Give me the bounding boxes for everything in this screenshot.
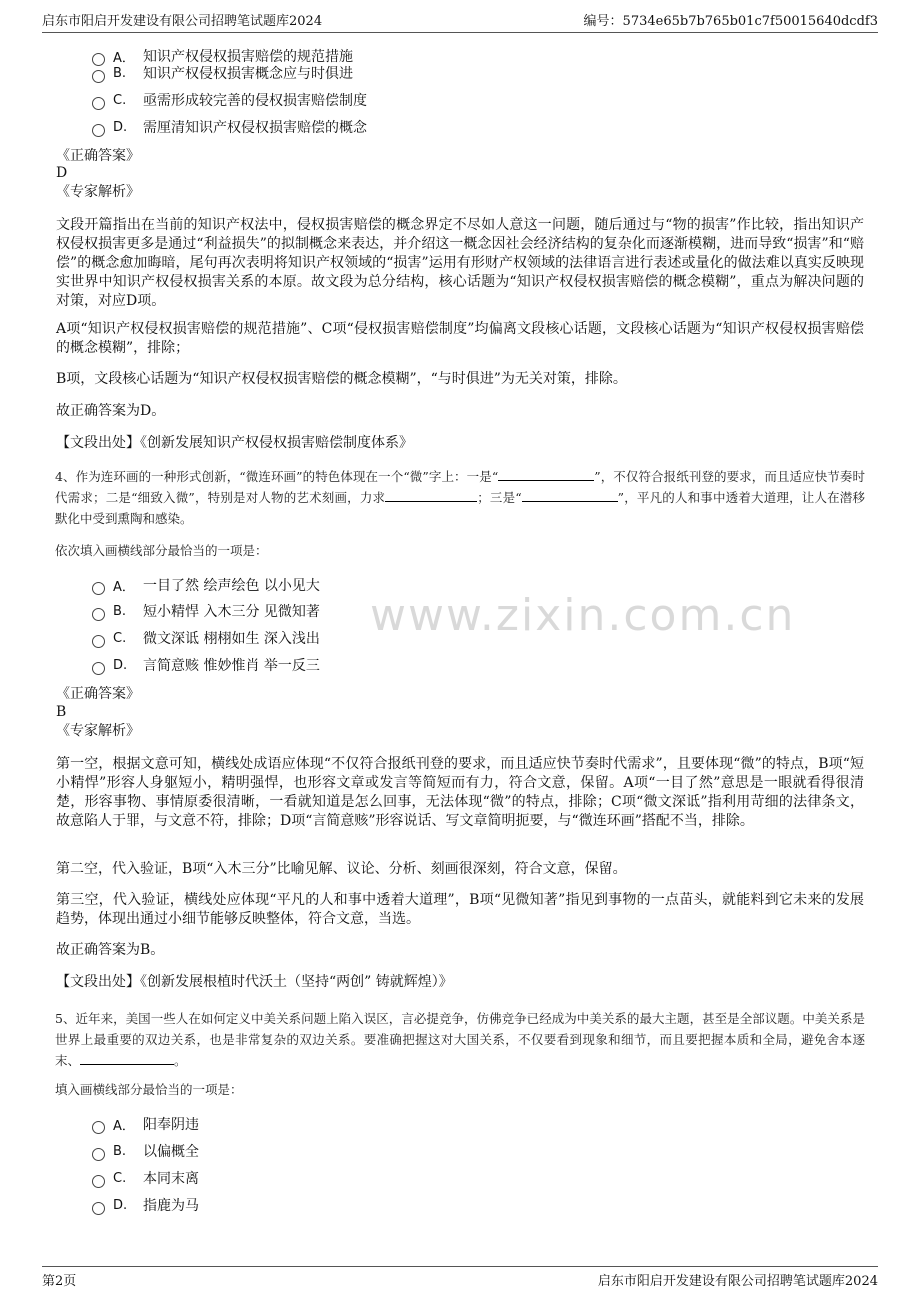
q4-option-b[interactable] [92, 600, 320, 622]
option-letter: A． [113, 1118, 135, 1134]
option-text: 需厘清知识产权侵权损害赔偿的概念 [143, 120, 367, 136]
option-text: 阳奉阴违 [143, 1117, 199, 1133]
option-text: 以偏概全 [143, 1144, 199, 1160]
radio-icon[interactable] [92, 1202, 105, 1215]
radio-icon[interactable] [92, 662, 105, 675]
answer-blank [498, 467, 594, 481]
analysis-paragraph: 第二空，代入验证，B项“入木三分”比喻见解、议论、分析、刻画很深刻，符合文意，保留。 [56, 861, 627, 877]
radio-icon[interactable] [92, 97, 105, 110]
radio-icon[interactable] [92, 124, 105, 137]
q3-option-d[interactable] [92, 116, 367, 138]
option-letter: B. [113, 65, 127, 81]
option-text: 言简意赅 惟妙惟肖 举一反三 [143, 658, 320, 674]
page-footer [42, 1266, 878, 1290]
q4-option-a[interactable] [92, 574, 320, 596]
option-letter: A． [113, 579, 135, 595]
option-text: 亟需形成较完善的侵权损害赔偿制度 [143, 93, 367, 109]
question-prompt: 填入画横线部分最恰当的一项是： [55, 1082, 243, 1097]
analysis-label: 《专家解析》 [56, 184, 140, 200]
radio-icon[interactable] [92, 1148, 105, 1161]
analysis-paragraph: A项“知识产权侵权损害赔偿的规范措施”、C项“侵权损害赔偿制度”均偏离文段核心话题，文段核心话题为“知识产权侵权损害赔偿的概念模糊”，排除； [56, 321, 864, 356]
option-letter: D. [113, 119, 128, 135]
source-citation: 【文段出处】《创新发展根植时代沃土（坚持“两创” 铸就辉煌）》 [56, 974, 453, 990]
q3-option-b[interactable] [92, 62, 353, 84]
analysis-conclusion: 故正确答案为D。 [56, 403, 166, 419]
answer-blank [385, 488, 477, 502]
option-letter: D. [113, 657, 128, 673]
answer-label: 《正确答案》 [56, 148, 140, 164]
radio-icon[interactable] [92, 608, 105, 621]
q4-option-d[interactable] [92, 654, 320, 676]
answer-value: D [56, 165, 68, 181]
analysis-paragraph: B项，文段核心话题为“知识产权侵权损害赔偿的概念模糊”，“与时俱进”为无关对策，排除。 [56, 371, 627, 387]
question-prompt: 依次填入画横线部分最恰当的一项是： [55, 543, 268, 558]
q5-option-c[interactable] [92, 1167, 199, 1189]
radio-icon[interactable] [92, 582, 105, 595]
header-doc-id: 编号：5734e65b7b765b01c7f50015640dcdf3 [583, 14, 878, 29]
answer-blank [80, 1051, 174, 1065]
analysis-paragraph: 文段开篇指出在当前的知识产权法中，侵权损害赔偿的概念界定不尽如人意这一问题，随后通过与“物的损害”作比较，指出知识产权侵权损害更多是通过“利益损失”的拟制概念来表达，并介绍这一概念因社会经济结构的复杂化而逐渐模糊，进而导致“损害”和“赔偿”的概念愈加晦暗，尾句再次表明将知识产权领域的“损害”运用有形财产权领域的法律语言进行表述或量化的做法难以真实反映现实世界中知识产权侵权损害关系的本原。故文段为总分结构，核心话题为“知识产权侵权损害赔偿的概念模糊”，重点为解决问题的对策，对应D项。 [56, 217, 864, 309]
analysis-paragraph: 第三空，代入验证，横线处应体现“平凡的人和事中透着大道理”，B项“见微知著”指见到事物的一点苗头，就能料到它未来的发展趋势，体现出通过小细节能够反映整体，符合文意，当选。 [56, 892, 864, 927]
option-text: 指鹿为马 [143, 1198, 199, 1214]
option-letter: C. [113, 630, 127, 646]
option-text: 一目了然 绘声绘色 以小见大 [143, 578, 320, 594]
analysis-paragraph: 第一空，根据文意可知，横线处成语应体现“不仅符合报纸刊登的要求，而且适应快节奏时代需求”，且要体现“微”的特点，B项“短小精悍”形容人身躯短小，精明强悍，也形容文章或发言等简短而有力，符合文意，保留。A项“一目了然”意思是一眼就看得很清楚，形容事物、事情原委很清晰，一看就知道是怎么回事，无法体现“微”的特点，排除；C项“微文深诋”指利用苛细的法律条文，故意陷人于罪，与文意不符，排除；D项“言简意赅”形容说话、写文章简明扼要，与“微连环画”搭配不当，排除。 [56, 756, 864, 829]
option-text: 本同末离 [143, 1171, 199, 1187]
option-text: 知识产权侵权损害概念应与时俱进 [143, 66, 353, 82]
analysis-label: 《专家解析》 [56, 723, 140, 739]
question-stem: 4、作为连环画的一种形式创新，“微连环画”的特色体现在一个“微”字上：一是“ ”，不仅符合报纸刊登的要求，而且适应快节奏时代需求；二是“细致入微”，特别是对人物的艺术刻画，力求 ；三是“ ”，平凡的人和事中透着大道理，让人在潜移默化中受到熏陶和感染。 [55, 469, 865, 526]
page-header [42, 11, 878, 33]
radio-icon[interactable] [92, 1121, 105, 1134]
source-citation: 【文段出处】《创新发展知识产权侵权损害赔偿制度体系》 [56, 435, 413, 451]
option-letter: B. [113, 1143, 127, 1159]
radio-icon[interactable] [92, 1175, 105, 1188]
q3-option-c[interactable] [92, 89, 367, 111]
question-stem: 5、近年来，美国一些人在如何定义中美关系问题上陷入误区，言必提竞争，仿佛竞争已经成为中美关系的最大主题，甚至是全部议题。中美关系是世界上最重要的双边关系，也是非常复杂的双边关系。要准确把握这对大国关系，不仅要看到现象和细节，而且要把握本质和全局，避免舍本逐末、 。 [55, 1011, 865, 1068]
q5-option-d[interactable] [92, 1194, 199, 1216]
radio-icon[interactable] [92, 635, 105, 648]
option-letter: C. [113, 92, 127, 108]
option-text: 知识产权侵权损害赔偿的规范措施 [143, 49, 353, 65]
analysis-conclusion: 故正确答案为B。 [56, 942, 165, 958]
option-letter: B. [113, 603, 127, 619]
answer-blank [522, 488, 618, 502]
page-number: 第2页 [42, 1274, 77, 1289]
q5-option-a[interactable] [92, 1113, 199, 1135]
option-letter: C. [113, 1170, 127, 1186]
answer-value: B [56, 704, 67, 720]
option-letter: D. [113, 1197, 128, 1213]
option-letter: A． [113, 50, 135, 66]
answer-label: 《正确答案》 [56, 686, 140, 702]
q5-option-b[interactable] [92, 1140, 199, 1162]
watermark: www.zixin.com.cn [370, 590, 796, 641]
radio-icon[interactable] [92, 70, 105, 83]
header-title: 启东市阳启开发建设有限公司招聘笔试题库2024 [42, 14, 323, 29]
q4-option-c[interactable] [92, 627, 320, 649]
footer-title: 启东市阳启开发建设有限公司招聘笔试题库2024 [597, 1274, 878, 1289]
option-text: 微文深诋 栩栩如生 深入浅出 [143, 631, 320, 647]
option-text: 短小精悍 入木三分 见微知著 [143, 604, 320, 620]
